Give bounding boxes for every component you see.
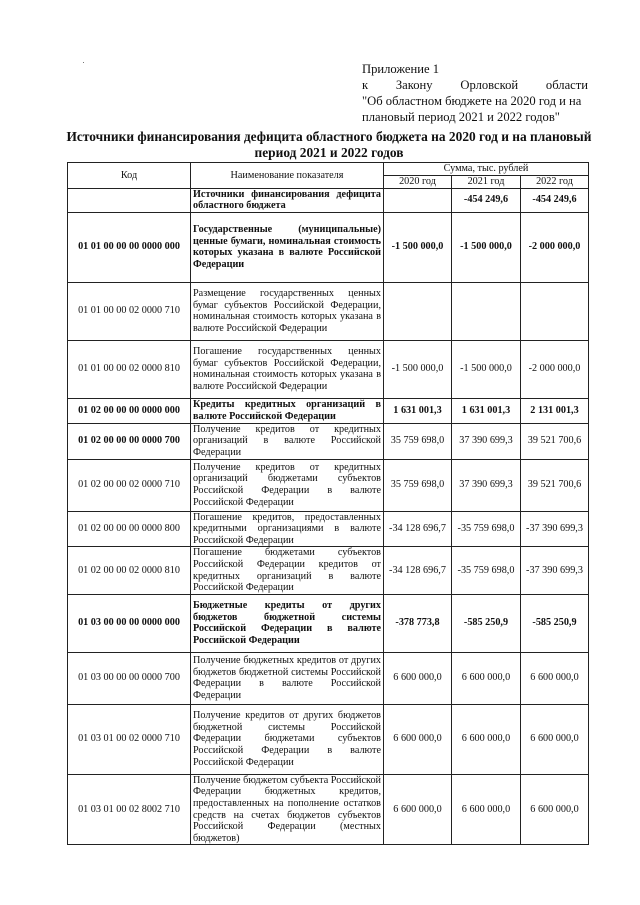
row-value-2020: 35 759 698,0: [384, 423, 452, 459]
row-code: 01 01 00 00 00 0000 000: [68, 212, 191, 282]
row-code: 01 02 00 00 00 0000 000: [68, 398, 191, 423]
appendix-header: [362, 61, 588, 125]
row-value-2021: 37 390 699,3: [452, 459, 521, 511]
row-value-2020: 35 759 698,0: [384, 459, 452, 511]
table-row: [68, 398, 589, 423]
row-code: [68, 188, 191, 212]
row-value-2021: 6 600 000,0: [452, 774, 521, 845]
scan-speck: [83, 62, 84, 63]
table-row: [68, 282, 589, 340]
appendix-number: Приложение 1: [362, 62, 440, 76]
document-title: Источники финансирования дефицита областного бюджета на 2020 год и на плановый период 2021 и 2022 годов: [66, 129, 592, 160]
appendix-word-k: к: [362, 78, 369, 92]
row-value-2022: 39 521 700,6: [521, 423, 589, 459]
header-code: Код: [68, 163, 191, 189]
row-value-2021: -585 250,9: [452, 594, 521, 652]
row-value-2022: -2 000 000,0: [521, 212, 589, 282]
row-name: Бюджетные кредиты от других бюджетов бюджетной системы Российской Федерации в валюте Российской Федерации: [191, 594, 384, 652]
table-row: [68, 459, 589, 511]
row-value-2022: 6 600 000,0: [521, 652, 589, 704]
row-value-2021: -35 759 698,0: [452, 547, 521, 594]
row-value-2022: 39 521 700,6: [521, 459, 589, 511]
row-code: 01 02 00 00 02 0000 710: [68, 459, 191, 511]
row-value-2022: -37 390 699,3: [521, 547, 589, 594]
row-name: Получение бюджетом субъекта Российской Федерации бюджетных кредитов, предоставленных на пополнение остатков средств на счетах бюджетов субъектов Российской Федерации (местных бюджетов): [191, 774, 384, 845]
row-value-2020: 6 600 000,0: [384, 704, 452, 774]
row-value-2022: -585 250,9: [521, 594, 589, 652]
table-row: [68, 423, 589, 459]
row-value-2022: -454 249,6: [521, 188, 589, 212]
table-row: [68, 774, 589, 845]
row-name: Кредиты кредитных организаций в валюте Российской Федерации: [191, 398, 384, 423]
row-code: 01 03 00 00 00 0000 700: [68, 652, 191, 704]
row-code: 01 03 01 00 02 0000 710: [68, 704, 191, 774]
row-value-2022: -37 390 699,3: [521, 511, 589, 547]
row-value-2020: 6 600 000,0: [384, 774, 452, 845]
row-name: Получение кредитов от других бюджетов бюджетной системы Российской Федерации бюджетами субъектов Российской Федерации в валюте Российской Федерации: [191, 704, 384, 774]
financing-sources-table: [67, 162, 589, 845]
row-value-2020: -1 500 000,0: [384, 212, 452, 282]
row-value-2021: 1 631 001,3: [452, 398, 521, 423]
table-row: [68, 594, 589, 652]
row-name: Погашение кредитов, предоставленных кредитными организациями в валюте Российской Федерации: [191, 511, 384, 547]
row-value-2021: [452, 282, 521, 340]
row-value-2022: -2 000 000,0: [521, 340, 589, 398]
row-name: Погашение бюджетами субъектов Российской Федерации кредитов от кредитных организаций в валюте Российской Федерации: [191, 547, 384, 594]
row-value-2021: -1 500 000,0: [452, 212, 521, 282]
row-value-2020: [384, 188, 452, 212]
row-value-2021: 37 390 699,3: [452, 423, 521, 459]
header-year-2022: 2022 год: [521, 175, 589, 188]
header-name: Наименование показателя: [191, 163, 384, 189]
row-code: 01 01 00 00 02 0000 710: [68, 282, 191, 340]
row-value-2021: -35 759 698,0: [452, 511, 521, 547]
row-value-2022: 6 600 000,0: [521, 774, 589, 845]
row-value-2020: 1 631 001,3: [384, 398, 452, 423]
row-name: Размещение государственных ценных бумаг субъектов Российской Федерации, номинальная стоимость которых указана в валюте Российской Федерации: [191, 282, 384, 340]
appendix-law-title-1: "Об областном бюджете на 2020 год и на: [362, 94, 582, 108]
table-row: [68, 212, 589, 282]
row-value-2022: 6 600 000,0: [521, 704, 589, 774]
table-row: [68, 547, 589, 594]
row-code: 01 02 00 00 00 0000 700: [68, 423, 191, 459]
table-row: [68, 188, 589, 212]
table-row: [68, 340, 589, 398]
row-value-2020: 6 600 000,0: [384, 652, 452, 704]
row-value-2020: -34 128 696,7: [384, 511, 452, 547]
row-value-2021: -1 500 000,0: [452, 340, 521, 398]
appendix-law-line: [362, 77, 588, 93]
row-name: Получение кредитов от кредитных организаций в валюте Российской Федерации: [191, 423, 384, 459]
header-sum: Сумма, тыс. рублей: [384, 163, 589, 176]
row-code: 01 03 00 00 00 0000 000: [68, 594, 191, 652]
row-code: 01 02 00 00 02 0000 810: [68, 547, 191, 594]
row-value-2021: 6 600 000,0: [452, 704, 521, 774]
row-name: Получение бюджетных кредитов от других бюджетов бюджетной системы Российской Федерации в валюте Российской Федерации: [191, 652, 384, 704]
table-row: [68, 652, 589, 704]
row-name: Получение кредитов от кредитных организаций бюджетами субъектов Российской Федерации в валюте Российской Федерации: [191, 459, 384, 511]
table-row: [68, 704, 589, 774]
row-value-2020: -34 128 696,7: [384, 547, 452, 594]
row-value-2022: 2 131 001,3: [521, 398, 589, 423]
row-value-2020: -378 773,8: [384, 594, 452, 652]
appendix-word-law: Закону: [395, 78, 433, 92]
row-value-2020: [384, 282, 452, 340]
row-name: Погашение государственных ценных бумаг субъектов Российской Федерации, номинальная стоимость которых указана в валюте Российской Федерации: [191, 340, 384, 398]
row-value-2021: -454 249,6: [452, 188, 521, 212]
header-year-2020: 2020 год: [384, 175, 452, 188]
table-row: [68, 511, 589, 547]
table-body: [68, 188, 589, 845]
appendix-word-region: области: [545, 78, 588, 92]
row-name: Источники финансирования дефицита областного бюджета: [191, 188, 384, 212]
row-value-2022: [521, 282, 589, 340]
row-code: 01 01 00 00 02 0000 810: [68, 340, 191, 398]
row-code: 01 03 01 00 02 8002 710: [68, 774, 191, 845]
row-value-2021: 6 600 000,0: [452, 652, 521, 704]
appendix-word-orel: Орловской: [460, 78, 519, 92]
row-name: Государственные (муниципальные) ценные бумаги, номинальная стоимость которых указана в валюте Российской Федерации: [191, 212, 384, 282]
row-value-2020: -1 500 000,0: [384, 340, 452, 398]
header-year-2021: 2021 год: [452, 175, 521, 188]
row-code: 01 02 00 00 00 0000 800: [68, 511, 191, 547]
appendix-law-title-2: плановый период 2021 и 2022 годов": [362, 110, 560, 124]
